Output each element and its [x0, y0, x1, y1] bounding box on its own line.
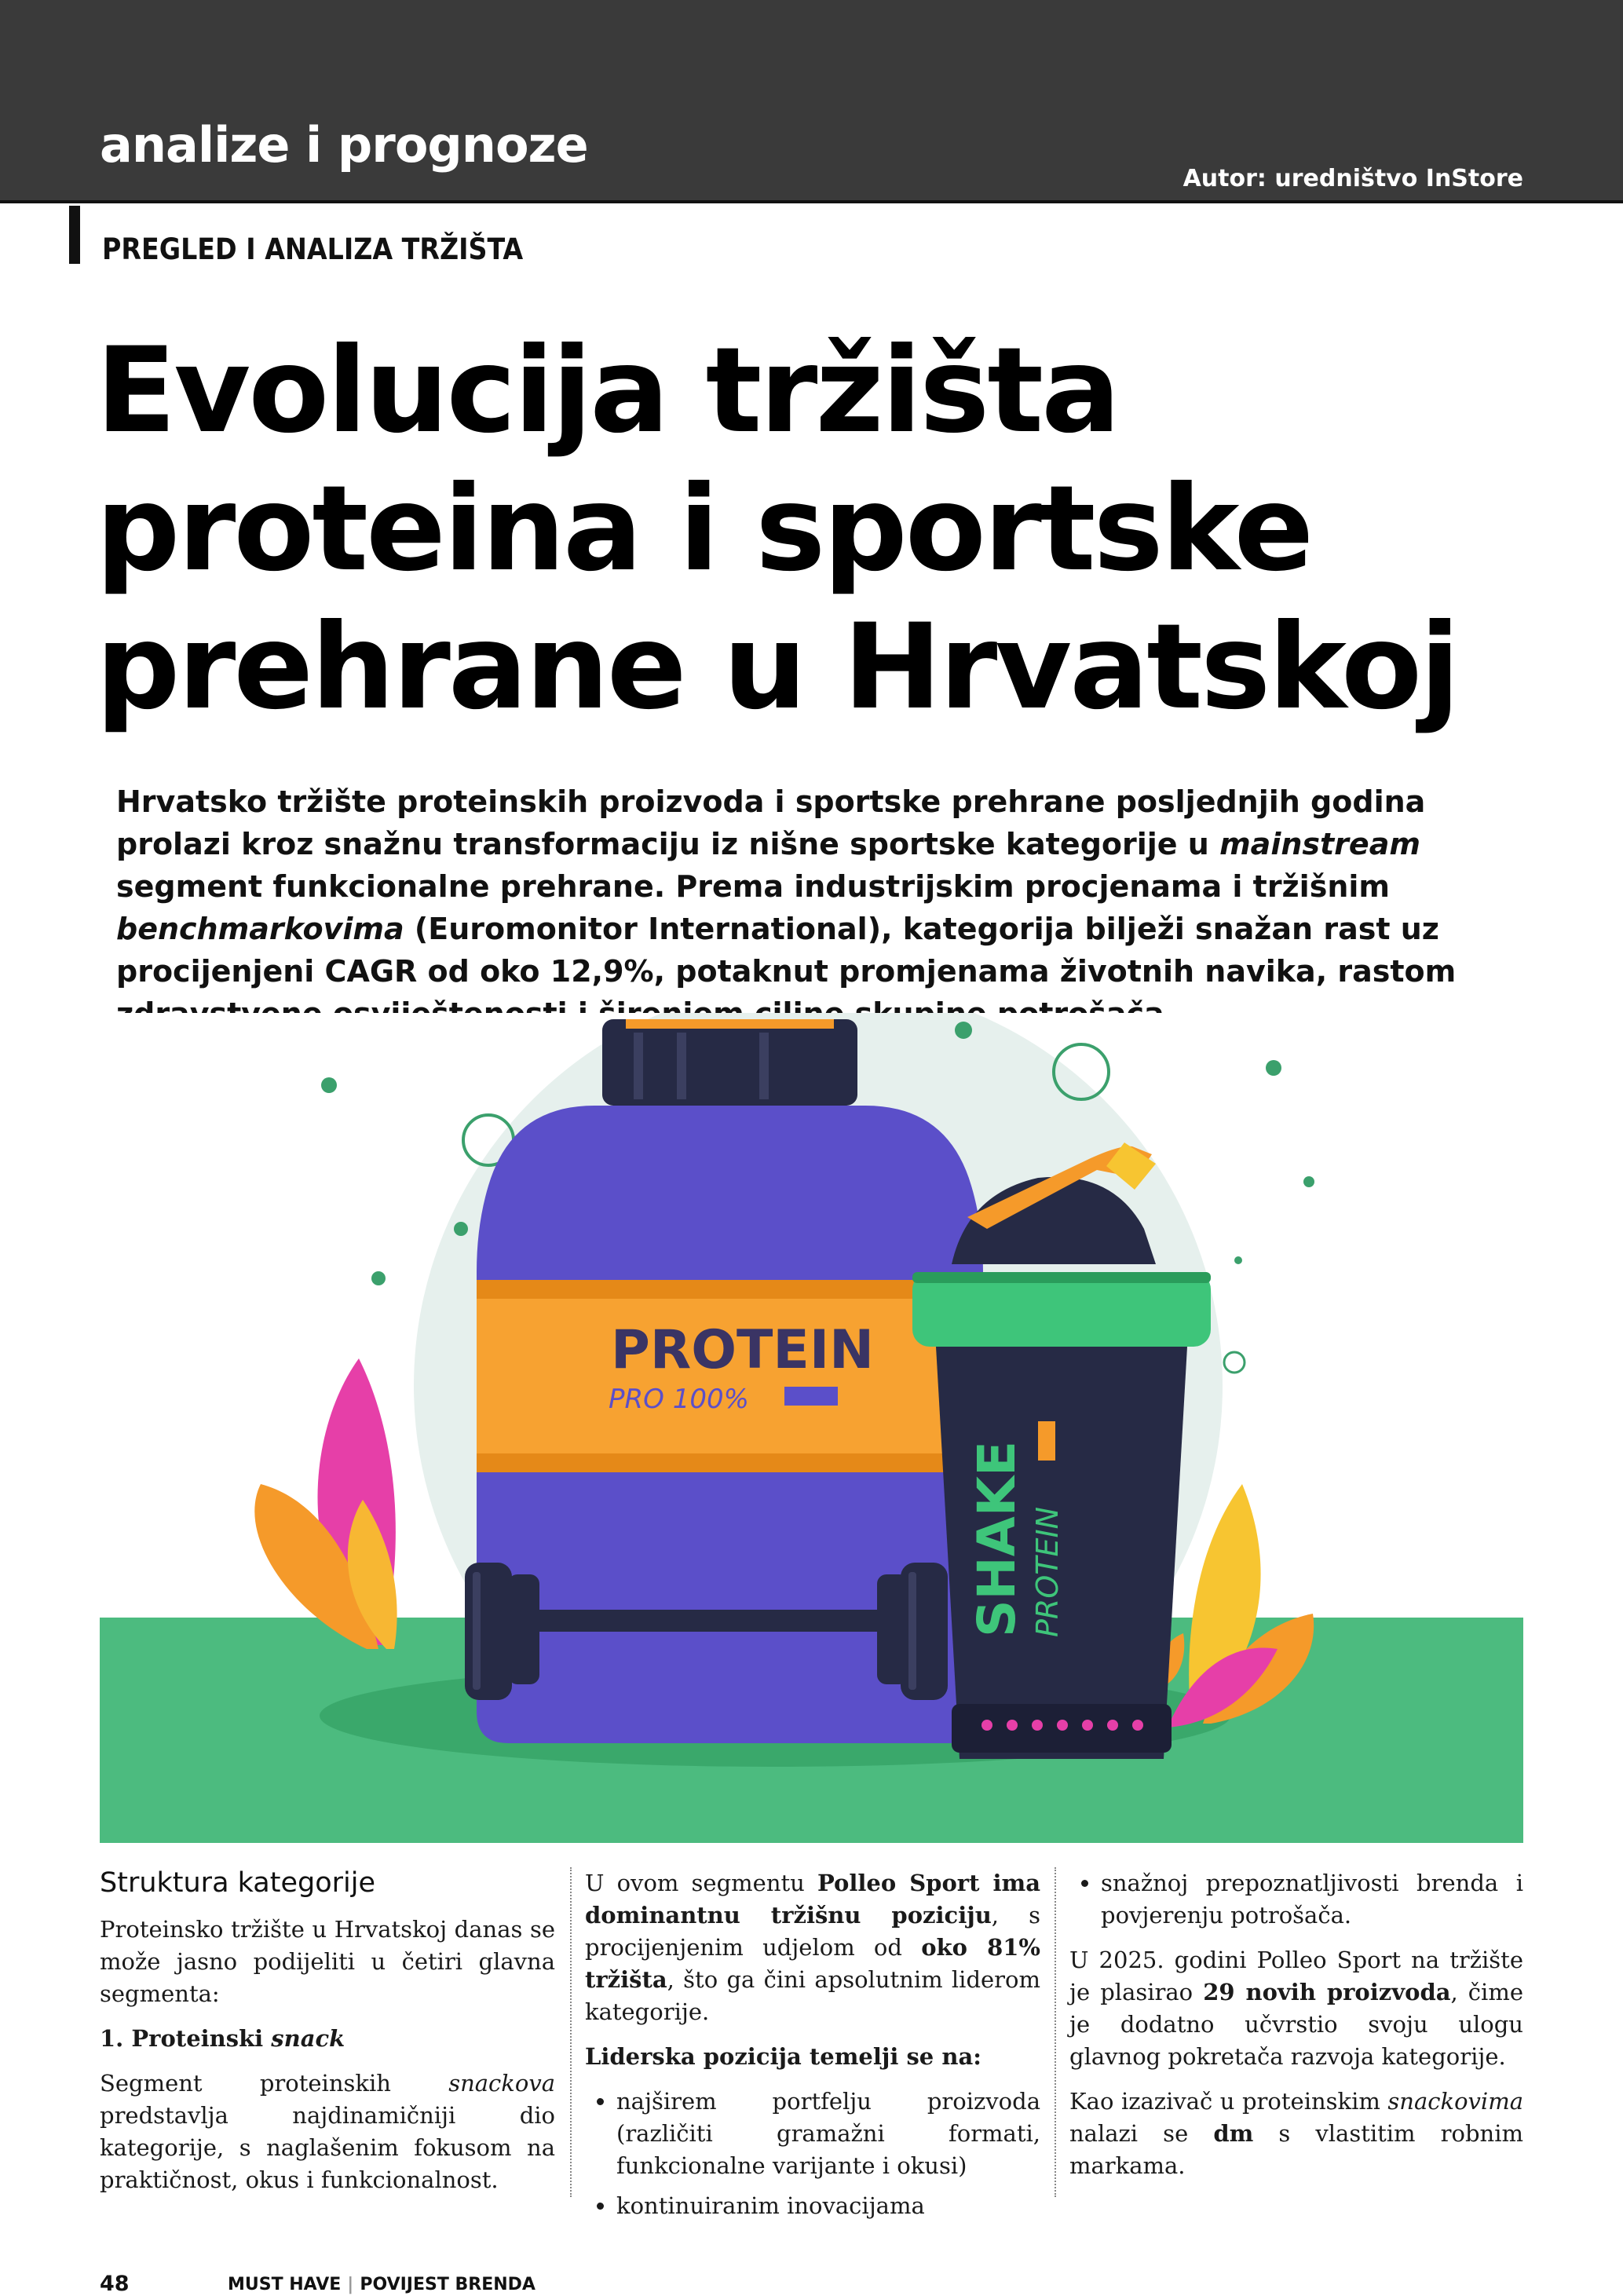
column-2: [585, 1867, 1040, 2235]
subheading-emphasis: snack: [271, 2025, 345, 2052]
bold-text: Polleo Sport ima dominantnu tržišnu poziciju: [585, 1870, 1040, 1929]
list-item: • kontinuiranim inovacijama: [616, 2190, 1040, 2222]
column-3: [1069, 1867, 1523, 2195]
text: , što ga čini apsolutnim liderom kategorije.: [585, 1966, 1040, 2025]
subheading: [100, 2023, 555, 2055]
subheading: Liderska pozicija temelji se na:: [585, 2043, 981, 2070]
dumbbell-weight: [465, 1563, 512, 1700]
page-title: [96, 322, 1509, 737]
kicker: PREGLED I ANALIZA TRŽIŠTA: [102, 232, 524, 266]
shaker-sublabel: PROTEIN: [1030, 1506, 1065, 1637]
text: predstavlja najdinamičniji dio kategorije, s naglašenim fokusom na praktičnost, okus i funkcionalnost.: [100, 2102, 555, 2193]
section-name: POVIJEST BRENDA: [360, 2275, 536, 2294]
lead-text: segment funkcionalne prehrane. Prema industrijskim procjenama i tržišnim: [116, 869, 1390, 904]
paragraph: [585, 1867, 1040, 2028]
paragraph: [1069, 2086, 1523, 2182]
lead-text: Hrvatsko tržište proteinskih proizvoda i sportske prehrane posljednjih godina prolazi kroz snažnu transformaciju iz nišne sportske kategorije u: [116, 784, 1426, 861]
title-line-2: proteina i sportske: [96, 461, 1312, 598]
lead-paragraph: [116, 781, 1522, 1035]
column-divider: [570, 1867, 572, 2197]
text: , s procijenjenim udjelom od: [585, 1902, 1040, 1961]
jar-label: PROTEIN: [611, 1319, 875, 1381]
lead-emphasis: benchmarkovima: [116, 912, 404, 946]
paragraph: [100, 2067, 555, 2196]
text: Kao izazivač u proteinskim: [1069, 2088, 1388, 2115]
section-label: analize i prognoze: [100, 116, 588, 174]
header-bar: [0, 0, 1623, 203]
text: U ovom segmentu: [585, 1870, 817, 1896]
text: nalazi se: [1069, 2120, 1214, 2147]
jar-sublabel: PRO 100%: [609, 1384, 749, 1415]
footer-divider: |: [347, 2275, 354, 2294]
column-1: [100, 1867, 555, 2209]
paragraph: [1069, 1944, 1523, 2073]
kicker-marker: [69, 206, 80, 264]
bold-text: oko 81% tržišta: [585, 1934, 1040, 1993]
lead-emphasis: mainstream: [1219, 827, 1420, 861]
author-credit: Autor: uredništvo InStore: [1183, 165, 1523, 192]
list-item: • snažnoj prepoznatljivosti brenda i povjerenju potrošača.: [1101, 1867, 1523, 1932]
text: , čime je dodatno učvrstio svoju ulogu glavnog pokretača razvoja kategorije.: [1069, 1979, 1523, 2070]
title-line-1: Evolucija tržišta: [96, 323, 1119, 459]
page-number: 48: [100, 2272, 130, 2296]
text: s vlastitim robnim markama.: [1069, 2120, 1523, 2179]
text: U 2025. godini Polleo Sport na tržište je plasirao: [1069, 1947, 1523, 2005]
bold-text: dm: [1213, 2120, 1254, 2147]
list-item: • najširem portfelju proizvoda (različiti gramažni formati, funkcionalne varijante i okusi): [616, 2086, 1040, 2182]
bullet-list: [1069, 1867, 1523, 1932]
subheading-text: 1. Proteinski: [100, 2025, 272, 2052]
publication-name: MUST HAVE: [228, 2275, 342, 2294]
emphasis: snackovima: [1387, 2088, 1523, 2115]
dumbbell-bar: [504, 1610, 912, 1632]
shaker-ring: [912, 1272, 1211, 1347]
section-heading: Struktura kategorije: [100, 1867, 376, 1899]
column-divider: [1055, 1867, 1056, 2197]
shaker-label: SHAKE: [967, 1440, 1027, 1637]
publication-footer: [228, 2275, 536, 2294]
title-line-3: prehrane u Hrvatskoj: [96, 599, 1458, 736]
paragraph: Proteinsko tržište u Hrvatskoj danas se može jasno podijeliti u četiri glavna segmenta:: [100, 1916, 555, 2007]
bold-text: 29 novih proizvoda: [1203, 1979, 1451, 2005]
text: Segment proteinskih: [100, 2070, 449, 2097]
protein-illustration: [100, 1013, 1523, 1843]
bullet-list: [585, 2086, 1040, 2222]
emphasis: snackova: [448, 2070, 555, 2097]
lead-text: (Euromonitor International), kategorija bilježi snažan rast uz procijenjeni CAGR od oko 12,9%, potaknut promjenama životnih navika, rastom: [116, 912, 1457, 989]
